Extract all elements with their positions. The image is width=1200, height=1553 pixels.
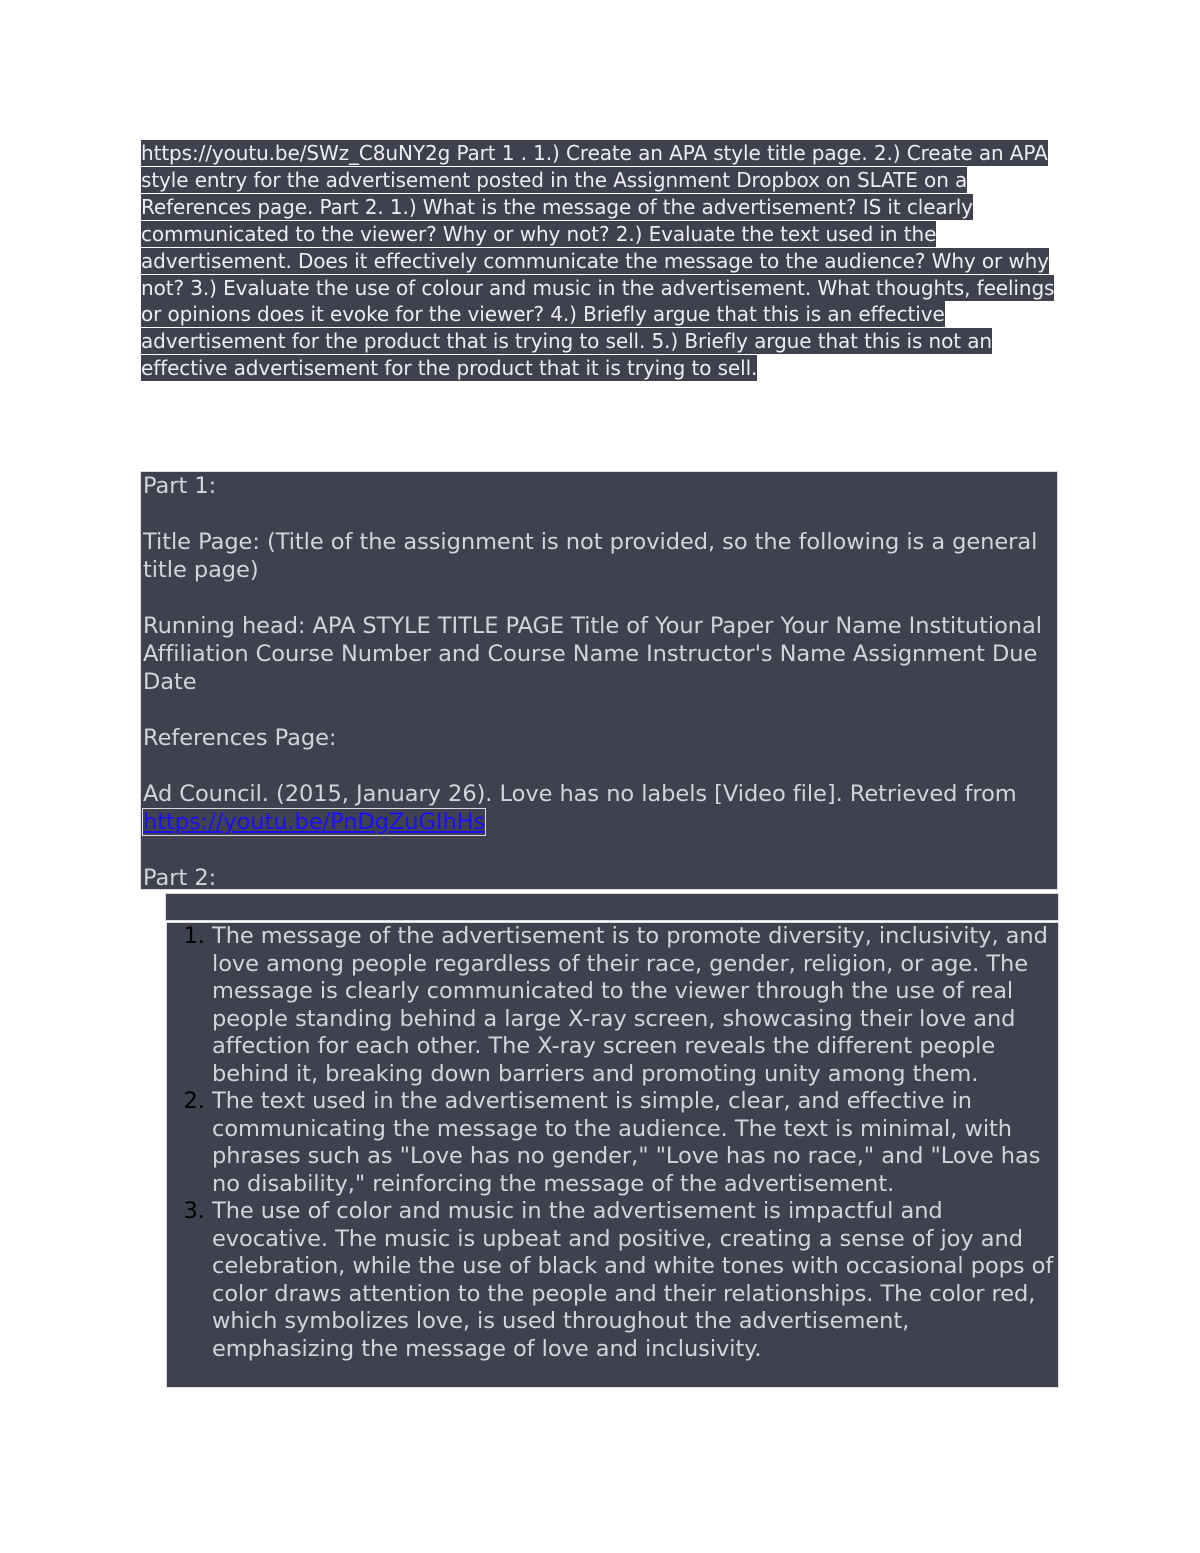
answer-list-block bbox=[166, 922, 1059, 1388]
reference-entry bbox=[143, 780, 1055, 836]
list-item: 2. The text used in the advertisement is simple, clear, and effective in communicating the message to the audience. The text is minimal, with phrases such as "Love has no gender," "Love has no race," and "Love has no disability," reinforcing the message of the advertisement. bbox=[212, 1088, 1058, 1198]
divider-bar bbox=[165, 893, 1059, 921]
list-item: 3. The use of color and music in the advertisement is impactful and evocative. The music is upbeat and positive, creating a sense of joy and celebration, while the use of black and white tones with occasional pops of color draws attention to the people and their relationships. The color red, which symbolizes love, is used throughout the advertisement, emphasizing the message of love and inclusivity. bbox=[212, 1198, 1058, 1363]
answer-list bbox=[167, 923, 1058, 1363]
list-item: 1. The message of the advertisement is to promote diversity, inclusivity, and love among people regardless of their race, gender, religion, or age. The message is clearly communicated to the viewer through the use of real people standing behind a large X-ray screen, showcasing their love and affection for each other. The X-ray screen reveals the different people behind it, breaking down barriers and promoting unity among them. bbox=[212, 923, 1058, 1088]
title-page-paragraph: Title Page: (Title of the assignment is not provided, so the following is a general title page) bbox=[143, 529, 1038, 583]
question-text-block bbox=[141, 140, 1061, 382]
question-text: https://youtu.be/SWz_C8uNY2g Part 1 . 1.) Create an APA style title page. 2.) Create an APA style entry for the advertisement posted in the Assignment Dropbox on SLATE on a References page. Part 2. 1.) What is the message of the advertisement? IS it clearly communicated to the viewer? Why or why not? 2.) Evaluate the text used in the advertisement. Does it effectively communicate the message to the audience? Why or why not? 3.) Evaluate the use of colour and music in the advertisement. What thoughts, feelings or opinions does it evoke for the viewer? 4.) Briefly argue that this is an effective advertisement for the product that is trying to sell. 5.) Briefly argue that this is not an effective advertisement for the product that it is trying to sell. bbox=[141, 141, 1055, 381]
reference-link[interactable]: https://youtu.be/PnDgZuGIhHs bbox=[143, 809, 486, 835]
running-head-paragraph: Running head: APA STYLE TITLE PAGE Title of Your Paper Your Name Institutional Affiliation Course Number and Course Name Instructor's Name Assignment Due Date bbox=[143, 613, 1042, 695]
part1-heading: Part 1: bbox=[143, 473, 217, 499]
references-heading: References Page: bbox=[143, 725, 337, 751]
part2-heading: Part 2: bbox=[143, 865, 217, 891]
reference-text: Ad Council. (2015, January 26). Love has no labels [Video file]. Retrieved from bbox=[143, 781, 1017, 807]
answer-block bbox=[140, 471, 1058, 890]
